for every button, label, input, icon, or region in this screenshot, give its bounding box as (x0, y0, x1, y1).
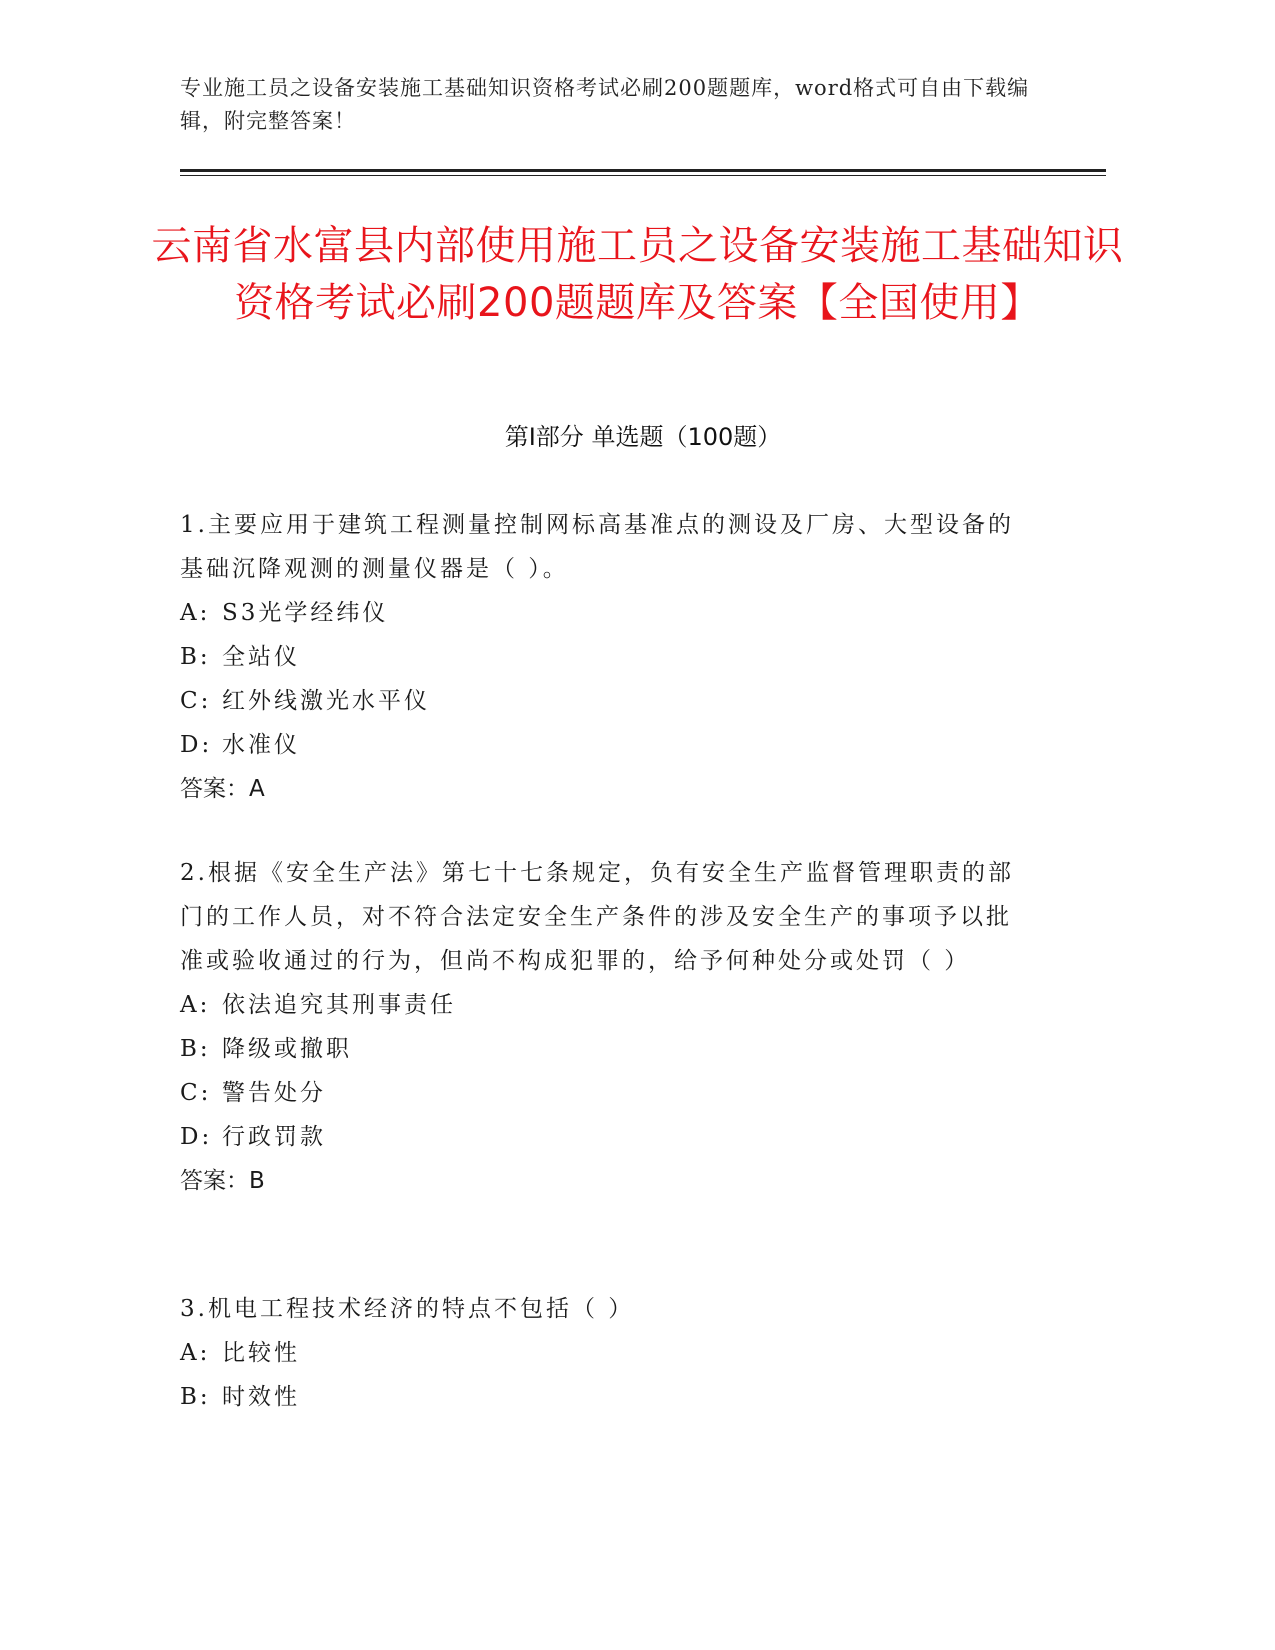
option-a (180, 983, 1030, 1027)
document-header-note: 专业施工员之设备安装施工基础知识资格考试必刷200题题库，word格式可自由下载编辑，附完整答案！ (180, 76, 1030, 133)
option-key: B: (180, 1384, 211, 1410)
option-key: D: (180, 1124, 213, 1150)
question-stem: 3.机电工程技术经济的特点不包括（ ） (180, 1296, 635, 1322)
option-text: 行政罚款 (222, 1124, 326, 1150)
option-d (180, 1115, 1030, 1159)
option-text: 比较性 (222, 1340, 300, 1366)
option-d (180, 723, 1030, 767)
option-text: 水准仪 (222, 732, 300, 758)
option-b (180, 1027, 1030, 1071)
option-key: D: (180, 732, 213, 758)
option-text: 全站仪 (222, 644, 300, 670)
document-title: 云南省水富县内部使用施工员之设备安装施工基础知识资格考试必刷200题题库及答案【全国使用】 (151, 223, 1124, 326)
option-text: 时效性 (222, 1384, 300, 1410)
question-stem: 2.根据《安全生产法》第七十七条规定，负有安全生产监督管理职责的部门的工作人员，对不符合法定安全生产条件的涉及安全生产的事项予以批准或验收通过的行为，但尚不构成犯罪的，给予何种处分或处罚（ ） (180, 860, 1014, 974)
option-b (180, 635, 1030, 679)
option-c (180, 679, 1030, 723)
section-heading: 第Ⅰ部分 单选题（100题） (504, 423, 782, 451)
option-text: S3光学经纬仪 (222, 600, 389, 626)
option-text: 警告处分 (222, 1080, 326, 1106)
option-key: C: (180, 1080, 212, 1106)
header-divider-thick (180, 169, 1106, 172)
option-key: A: (180, 600, 211, 626)
question-block (180, 851, 1030, 1203)
header-divider-thin (180, 175, 1106, 176)
question-block (180, 503, 1030, 811)
option-key: B: (180, 1036, 211, 1062)
option-key: A: (180, 1340, 211, 1366)
option-a (180, 1331, 1030, 1375)
answer-line: 答案：B (180, 1168, 265, 1194)
question-block (180, 1287, 1030, 1419)
option-b (180, 1375, 1030, 1419)
option-text: 依法追究其刑事责任 (222, 992, 456, 1018)
option-a (180, 591, 1030, 635)
option-c (180, 1071, 1030, 1115)
answer-line: 答案：A (180, 776, 265, 802)
option-key: A: (180, 992, 211, 1018)
option-key: C: (180, 688, 212, 714)
question-stem: 1.主要应用于建筑工程测量控制网标高基准点的测设及厂房、大型设备的基础沉降观测的测量仪器是（ ）。 (180, 512, 1014, 582)
option-key: B: (180, 644, 211, 670)
option-text: 降级或撤职 (222, 1036, 352, 1062)
option-text: 红外线激光水平仪 (222, 688, 430, 714)
